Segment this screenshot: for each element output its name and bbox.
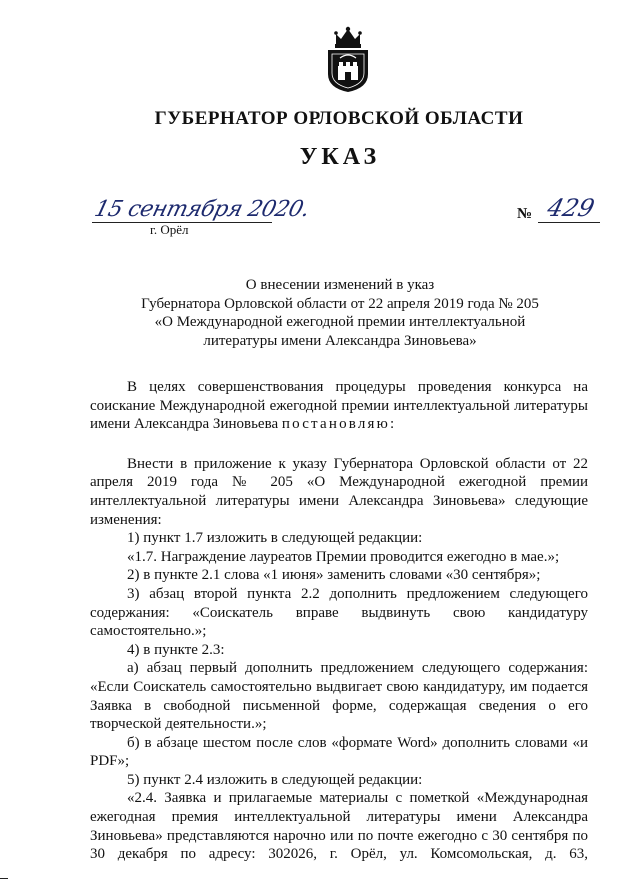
list-item: «2.4. Заявка и прилагаемые материалы с пометкой «Международная ежегодная премия интеллектуальной литературы имени Александра Зиновьева» представляются нарочно или по почте ежегодно с 30 сентября по 30 декабря по адресу: 302026, г. Орёл, ул. Комсомольская, д. 63, — [90, 790, 588, 863]
title-line: О внесении изменений в указ — [245, 277, 435, 293]
preamble-paragraph — [90, 378, 588, 434]
number-underline — [538, 222, 600, 223]
number-sign: № — [517, 206, 533, 222]
list-item: 3) абзац второй пункта 2.2 дополнить предложением следующего содержания: «Соискатель вправе выдвинуть свою кандидатуру самостоятельно.»; — [90, 585, 588, 640]
list-item: 2) в пункте 2.1 слова «1 июня» заменить словами «30 сентября»; — [127, 567, 541, 584]
document-body — [90, 378, 588, 864]
list-item: б) в абзаце шестом после слов «формате Word» дополнить словами «и PDF»; — [90, 734, 588, 770]
list-item: 1) пункт 1.7 изложить в следующей редакции: — [127, 530, 423, 547]
list-item: 5) пункт 2.4 изложить в следующей редакции: — [127, 771, 423, 788]
handwritten-number: 429 — [544, 194, 598, 222]
title-line: «О Международной ежегодной премии интеллектуальной — [154, 314, 526, 330]
issuing-authority: ГУБЕРНАТОР ОРЛОВСКОЙ ОБЛАСТИ — [154, 108, 524, 129]
intro-paragraph: Внести в приложение к указу Губернатора Орловской области от 22 апреля 2019 года № 205 «О Международной ежегодной премии интеллектуальной литературы имени Александра Зиновьева» следующие изменения: — [90, 455, 588, 528]
preamble-text: В целях совершенствования процедуры проведения конкурса на соискание Международной ежегодной премии интеллектуальной литературы имени Александра Зиновьева — [90, 379, 588, 433]
decree-word: постановляю: — [281, 416, 397, 433]
title-line: Губернатора Орловской области от 22 апреля 2019 года № 205 — [141, 295, 539, 312]
document-type: УКАЗ — [299, 144, 381, 170]
list-item: 4) в пункте 2.3: — [127, 641, 225, 658]
page-edge-mark — [0, 878, 8, 879]
list-item: а) абзац первый дополнить предложением следующего содержания: «Если Соискатель самостоятельно выдвигает свою кандидатуру, им подается Заявка в свободной письменной форме, содержащая сведения о его творческой деятельности.»; — [90, 660, 588, 733]
document-title — [90, 276, 590, 350]
handwritten-date: 15 сентября 2020. — [91, 197, 312, 222]
issue-city: г. Орёл — [150, 222, 189, 237]
list-item: «1.7. Награждение лауреатов Премии проводится ежегодно в мае.»; — [127, 548, 560, 565]
title-line: литературы имени Александра Зиновьева» — [203, 332, 477, 349]
coat-of-arms-icon — [324, 26, 372, 94]
